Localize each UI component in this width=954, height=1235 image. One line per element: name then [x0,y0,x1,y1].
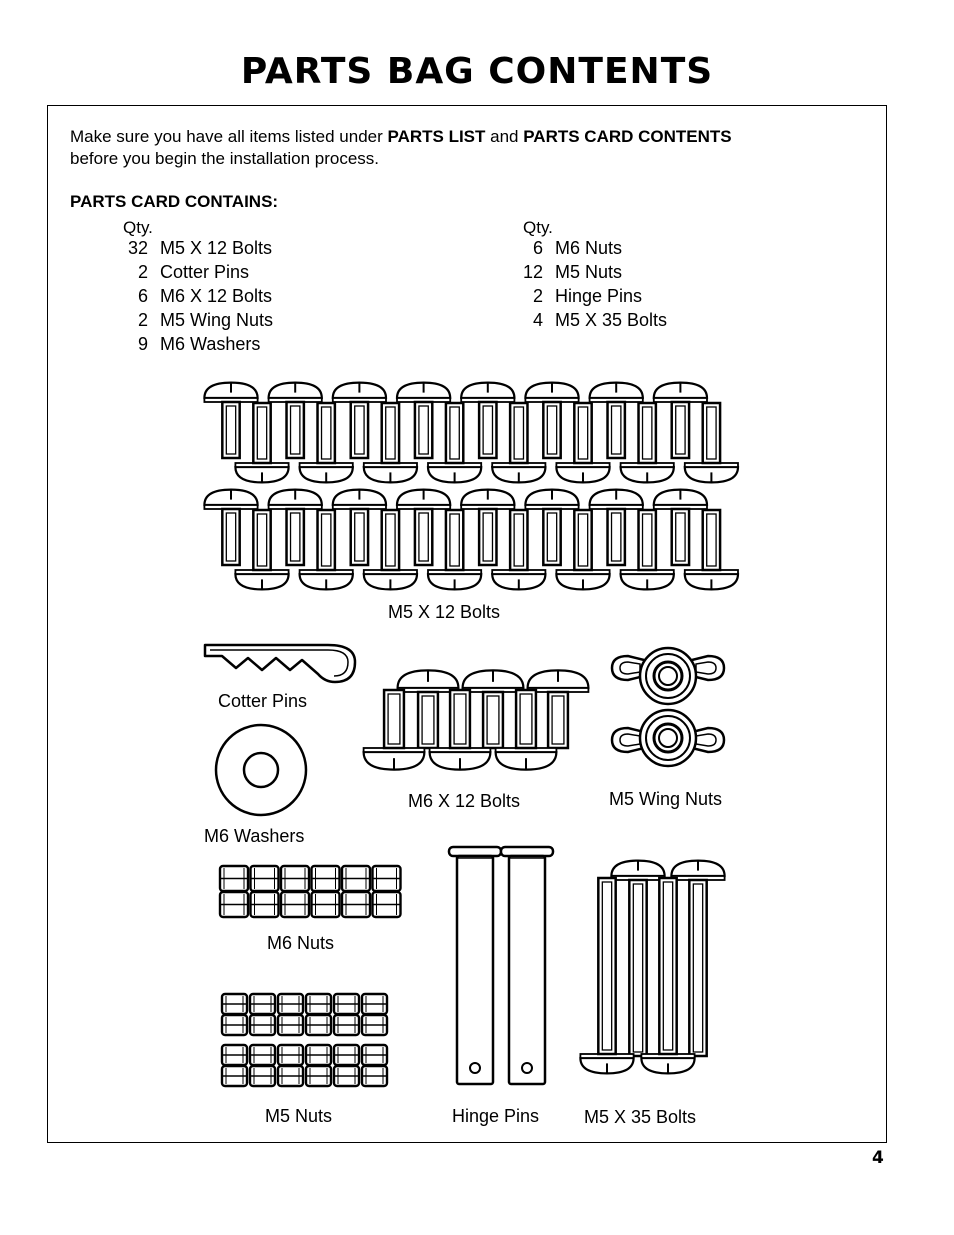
intro-text-1: Make sure you have all items listed under [70,127,388,146]
item-name: M5 X 35 Bolts [555,310,668,330]
item-qty: 32 [127,238,148,258]
page-number: 4 [872,1148,884,1168]
bolt [611,861,664,1056]
caption-m6x12-bolts: M6 X 12 Bolts [408,791,521,811]
parts-card-heading: PARTS CARD CONTAINS: [70,192,279,211]
item-qty: 2 [137,310,148,330]
caption-m6-washers: M6 Washers [204,826,305,846]
qty-header-left: Qty. [123,218,153,237]
item-name: M6 Washers [160,334,261,354]
intro-bold-parts-list: PARTS LIST [387,127,486,146]
intro-text-2: and [485,127,524,146]
caption-m5-wing-nuts: M5 Wing Nuts [609,789,723,809]
item-qty: 12 [522,262,543,282]
caption-m5x12-bolts: M5 X 12 Bolts [388,602,501,622]
caption-cotter-pins: Cotter Pins [218,691,308,711]
item-name: Hinge Pins [555,286,643,306]
item-qty: 2 [137,262,148,282]
item-name: Cotter Pins [160,262,250,282]
qty-header-right: Qty. [523,218,553,237]
item-name: M5 Nuts [555,262,623,282]
item-qty: 6 [137,286,148,306]
intro-bold-parts-card: PARTS CARD CONTENTS [523,127,732,146]
item-qty: 2 [532,286,543,306]
caption-m5-nuts: M5 Nuts [265,1106,333,1126]
item-qty: 9 [137,334,148,354]
page-title: PARTS BAG CONTENTS [240,51,714,92]
caption-m6-nuts: M6 Nuts [267,933,335,953]
caption-m5x35-bolts: M5 X 35 Bolts [584,1107,697,1127]
item-qty: 6 [532,238,543,258]
bolt [671,861,724,1056]
item-name: M5 X 12 Bolts [160,238,273,258]
intro-text-3: before you begin the installation process. [70,149,380,168]
item-name: M6 Nuts [555,238,623,258]
caption-hinge-pins: Hinge Pins [452,1106,540,1126]
bolt [641,878,694,1073]
item-name: M5 Wing Nuts [160,310,274,330]
item-name: M6 X 12 Bolts [160,286,273,306]
bolt [580,878,633,1073]
item-qty: 4 [532,310,543,330]
